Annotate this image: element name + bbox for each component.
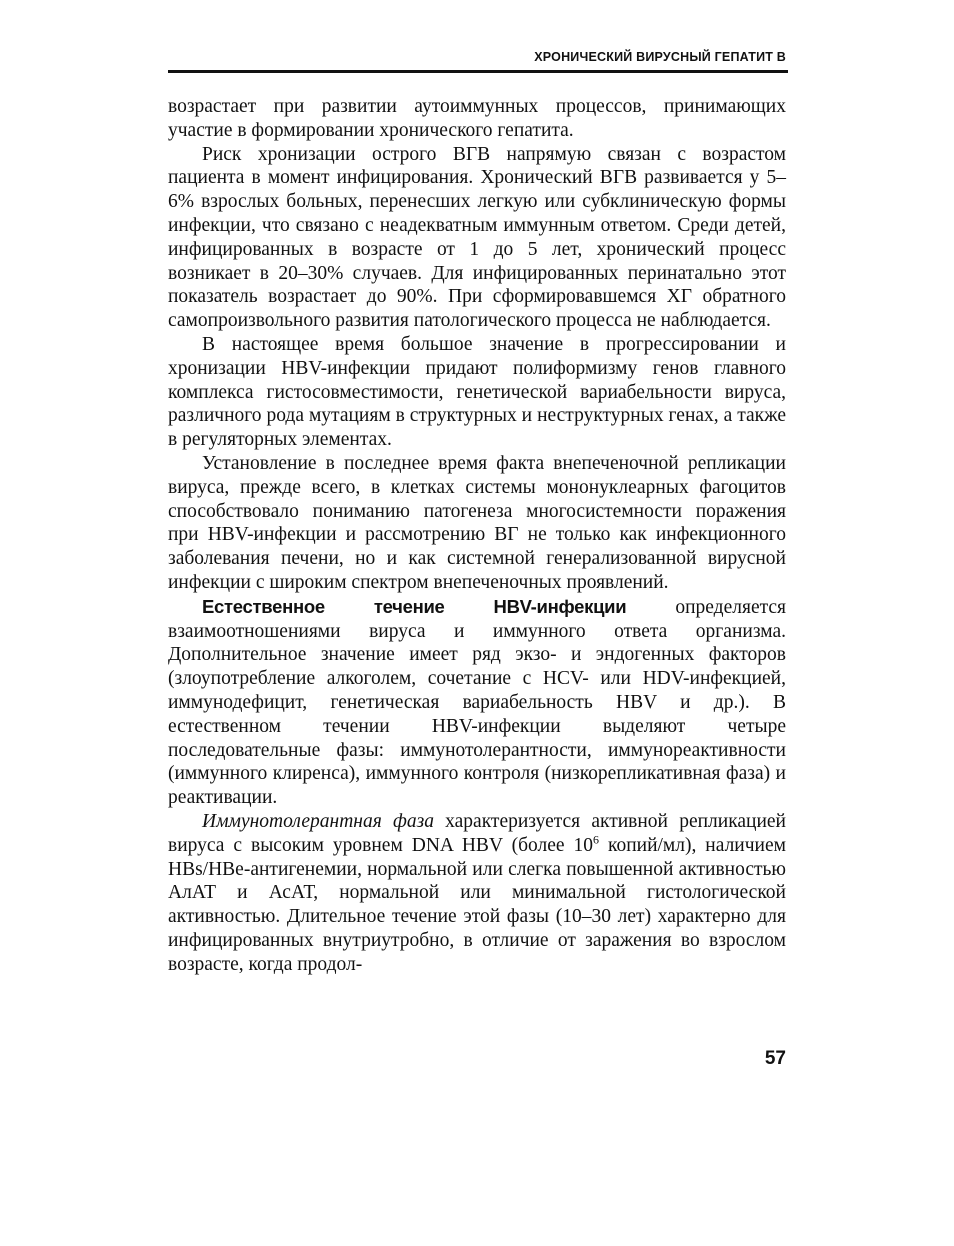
exponent: 6	[593, 832, 600, 847]
immunotolerant-phase-heading: Иммунотолерантная фаза	[202, 810, 434, 832]
running-title: ХРОНИЧЕСКИЙ ВИРУСНЫЙ ГЕПАТИТ В	[534, 50, 786, 64]
paragraph-immunotolerant-phase	[168, 810, 786, 977]
body-text	[168, 95, 786, 976]
header-rule	[168, 70, 788, 73]
page-number: 57	[764, 1048, 786, 1069]
immunotolerant-text-rest: копий/мл), наличием HBs/HBe-антигенемии, нормальной или слегка повышенной активностью АлАТ и АсАТ, нормальной или минимальной гистологической активностью. Длительное течение этой фазы (10–30 лет) характерно для инфицированных внутриутробно, в отличие от заражения во взрослом возрасте, когда продол-	[168, 834, 786, 975]
paragraph-chronization-risk: Риск хронизации острого ВГВ напрямую связан с возрастом пациента в момент инфицирования. Хронический ВГВ развивается у 5–6% взрослых больных, перенесших легкую или субклиническую формы инфекции, что связано с неадекватным иммунным ответом. Среди детей, инфицированных в возрасте от 1 до 5 лет, хронический процесс возникает в 20–30% случаев. Для инфицированных перинатально этот показатель возрастает до 90%. При сформировавшемся ХГ обратного самопроизвольного развития патологического процесса не наблюдается.	[168, 143, 786, 332]
natural-course-heading: Естественное течение HBV-инфекции	[202, 595, 627, 617]
immunotolerant-text-start: характеризуется активной репликацией вируса с высоким уровнем DNA HBV (более 10	[168, 810, 786, 856]
paragraph-natural-course	[168, 595, 786, 810]
paragraph-polymorphism: В настоящее время большое значение в прогрессировании и хронизации HBV-инфекции придают полиформизму генов главного комплекса гистосовместимости, генетической вариабельности вируса, различного рода мутациям в структурных и неструктурных генах, а также в регуляторных элементах.	[168, 333, 786, 451]
paragraph-extrahepatic-replication: Установление в последнее время факта внепеченочной репликации вируса, прежде всего, в клетках системы мононуклеарных фагоцитов способствовало пониманию патогенеза многосистемности поражения при HBV-инфекции и рассмотрению ВГ не только как инфекционного заболевания печени, но и как системной генерализованной вирусной инфекции с широким спектром внепеченочных проявлений.	[168, 452, 786, 593]
paragraph-continuation: возрастает при развитии аутоиммунных процессов, принимающих участие в формировании хронического гепатита.	[168, 96, 786, 141]
natural-course-text: определяется взаимоотношениями вируса и иммунного ответа организма. Дополнительное значение имеет ряд экзо- и эндогенных факторов (злоупотребление алкоголем, сочетание с HCV- или HDV-инфекцией, иммунодефицит, генетическая вариабельность HBV и др.). В естественном течении HBV-инфекции выделяют четыре последовательные фазы: иммунотолерантности, иммунореактивности (иммунного клиренса), иммунного контроля (низкорепликативная фаза) и реактивации.	[168, 596, 786, 809]
